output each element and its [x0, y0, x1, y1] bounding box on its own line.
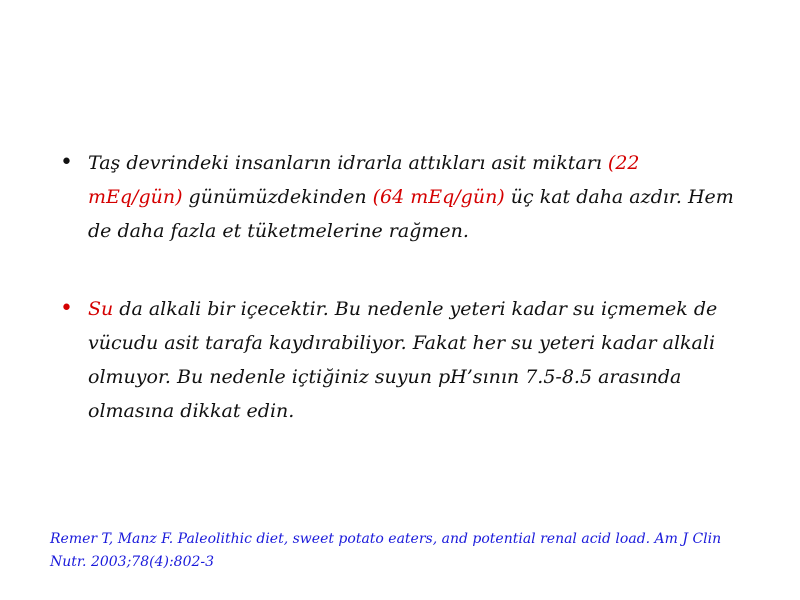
bullet-dot-icon: • — [60, 150, 73, 175]
reference-citation: Remer T, Manz F. Paleolithic diet, sweet potato eaters, and potential renal acid load. Am J Clin Nutr. 2003;78(4):802-3 — [50, 531, 722, 570]
bullet-list — [60, 146, 740, 472]
bullet-dot-icon: • — [60, 296, 73, 321]
bullet-item-stone-age-acid — [60, 146, 740, 248]
bullet2-highlight-su: Su — [88, 298, 114, 320]
bullet1-text-part3: üç kat daha azdır. Hem de daha fazla et tüketmelerine rağmen. — [88, 186, 734, 242]
bullet1-highlight-22: (22 mEq/gün) — [88, 152, 640, 208]
bullet1-text-part1: Taş devrindeki insanların idrarla attıkları asit miktarı — [88, 152, 608, 174]
bullet1-text-part2: günümüzdekinden — [182, 186, 373, 208]
bullet1-highlight-64: (64 mEq/gün) — [372, 186, 505, 208]
bullet-item-water-alkaline — [60, 292, 740, 428]
bullet2-text-part1: da alkali bir içecektir. Bu nedenle yeteri kadar su içmemek de vücudu asit tarafa kaydırabiliyor. Fakat her su yeteri kadar alkali olmuyor. Bu nedenle içtiğiniz suyun pH’sının 7.5-8.5 arasında olmasına dikkat edin. — [88, 298, 718, 422]
